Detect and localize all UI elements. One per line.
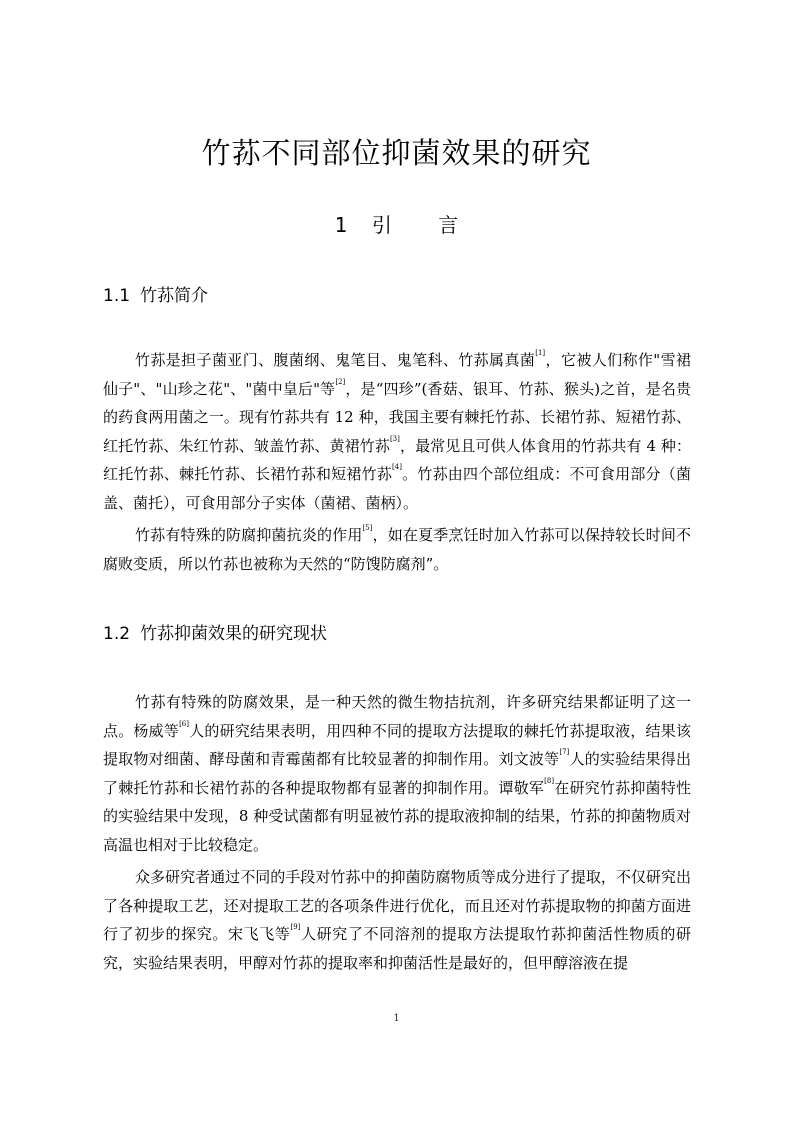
citation-ref: [5] bbox=[362, 524, 373, 532]
citation-ref: [1] bbox=[535, 349, 546, 357]
text-run: ，它被人们称作"雪裙仙子"、"山珍之花"、"菌中皇后"等 bbox=[103, 351, 691, 398]
section-title: 竹荪简介 bbox=[140, 286, 209, 306]
page-number: 1 bbox=[393, 1013, 400, 1024]
text-run: 竹荪有特殊的防腐效果，是一种天然的微生物拮抗剂，许多研究结果都证明了这一点。杨威等 bbox=[103, 693, 691, 740]
text-run: 人的实验结果得出了棘托竹荪和长裙竹荪的各种提取物都有显著的抑制作用。谭敬军 bbox=[103, 750, 691, 797]
citation-ref: [2] bbox=[335, 377, 346, 386]
chapter-heading bbox=[0, 210, 793, 240]
section-heading-1-2 bbox=[103, 621, 327, 647]
paragraph-intro-1 bbox=[103, 346, 691, 517]
text-run: 。竹荪由四个部位组成：不可食用部分（菌盖、菌托），可食用部分子实体（菌裙、菌柄）。 bbox=[103, 465, 691, 512]
text-run: ，如在夏季烹饪时加入竹荪可以保持较长时间不腐败变质，所以竹荪也被称为天然的“防馊防腐剂”。 bbox=[103, 526, 691, 573]
citation-ref: [6] bbox=[179, 719, 189, 728]
citation-ref: [4] bbox=[392, 463, 402, 471]
chapter-title-char-2: 言 bbox=[438, 213, 459, 237]
text-run: ，最常见且可供人体食用的竹荪共有 4 种：红托竹荪、棘托竹荪、长裙竹荪和短裙竹荪 bbox=[103, 436, 691, 483]
document-title: 竹荪不同部位抑菌效果的研究 bbox=[201, 136, 592, 170]
text-run: 众多研究者通过不同的手段对竹荪中的抑菌防腐物质等成分进行了提取，不仅研究出了各种提取工艺，还对提取工艺的各项条件进行优化，而且还对竹荪提取物的抑菌方面进行了初步的探究。宋飞飞等 bbox=[103, 868, 691, 943]
paragraph-research-1 bbox=[103, 688, 691, 859]
section-number: 1.1 bbox=[103, 286, 131, 306]
section-title: 竹荪抑菌效果的研究现状 bbox=[140, 624, 328, 644]
chapter-title-char-1: 引 bbox=[371, 213, 392, 237]
paragraph-research-2 bbox=[103, 863, 691, 977]
text-run: 人研究了不同溶剂的提取方法提取竹荪抑菌活性物质的研究，实验结果表明，甲醇对竹荪的提取率和抑菌活性是最好的，但甲醇溶液在提 bbox=[103, 925, 691, 972]
chapter-number: 1 bbox=[334, 213, 348, 237]
citation-ref: [3] bbox=[389, 434, 400, 443]
citation-ref: [8] bbox=[544, 776, 555, 785]
text-run: 在研究竹荪抑菌特性的实验结果中发现，8 种受试菌都有明显被竹荪的提取液抑制的结果，竹荪的抑菌物质对高温也相对于比较稳定。 bbox=[103, 778, 691, 854]
section-number: 1.2 bbox=[103, 624, 131, 644]
citation-ref: [9] bbox=[290, 923, 301, 931]
text-run: 竹荪有特殊的防腐抑菌抗炎的作用 bbox=[135, 526, 363, 544]
text-run: 竹荪是担子菌亚门、腹菌纲、鬼笔目、鬼笔科、竹荪属真菌 bbox=[135, 351, 536, 369]
paragraph-intro-2 bbox=[103, 521, 691, 578]
text-run: ，是“四珍”(香菇、银耳、竹荪、猴头)之首，是名贵的药食两用菌之一。现有竹荪共有 12 种，我国主要有棘托竹荪、长裙竹荪、短裙竹荪、红托竹荪、朱红竹荪、皱盖竹荪、黄裙竹荪 bbox=[103, 379, 692, 455]
section-heading-1-1 bbox=[103, 283, 208, 309]
citation-ref: [7] bbox=[559, 748, 570, 756]
text-run: 人的研究结果表明，用四种不同的提取方法提取的棘托竹荪提取液，结果该提取物对细菌、酵母菌和青霉菌都有比较显著的抑制作用。刘文波等 bbox=[103, 721, 691, 768]
